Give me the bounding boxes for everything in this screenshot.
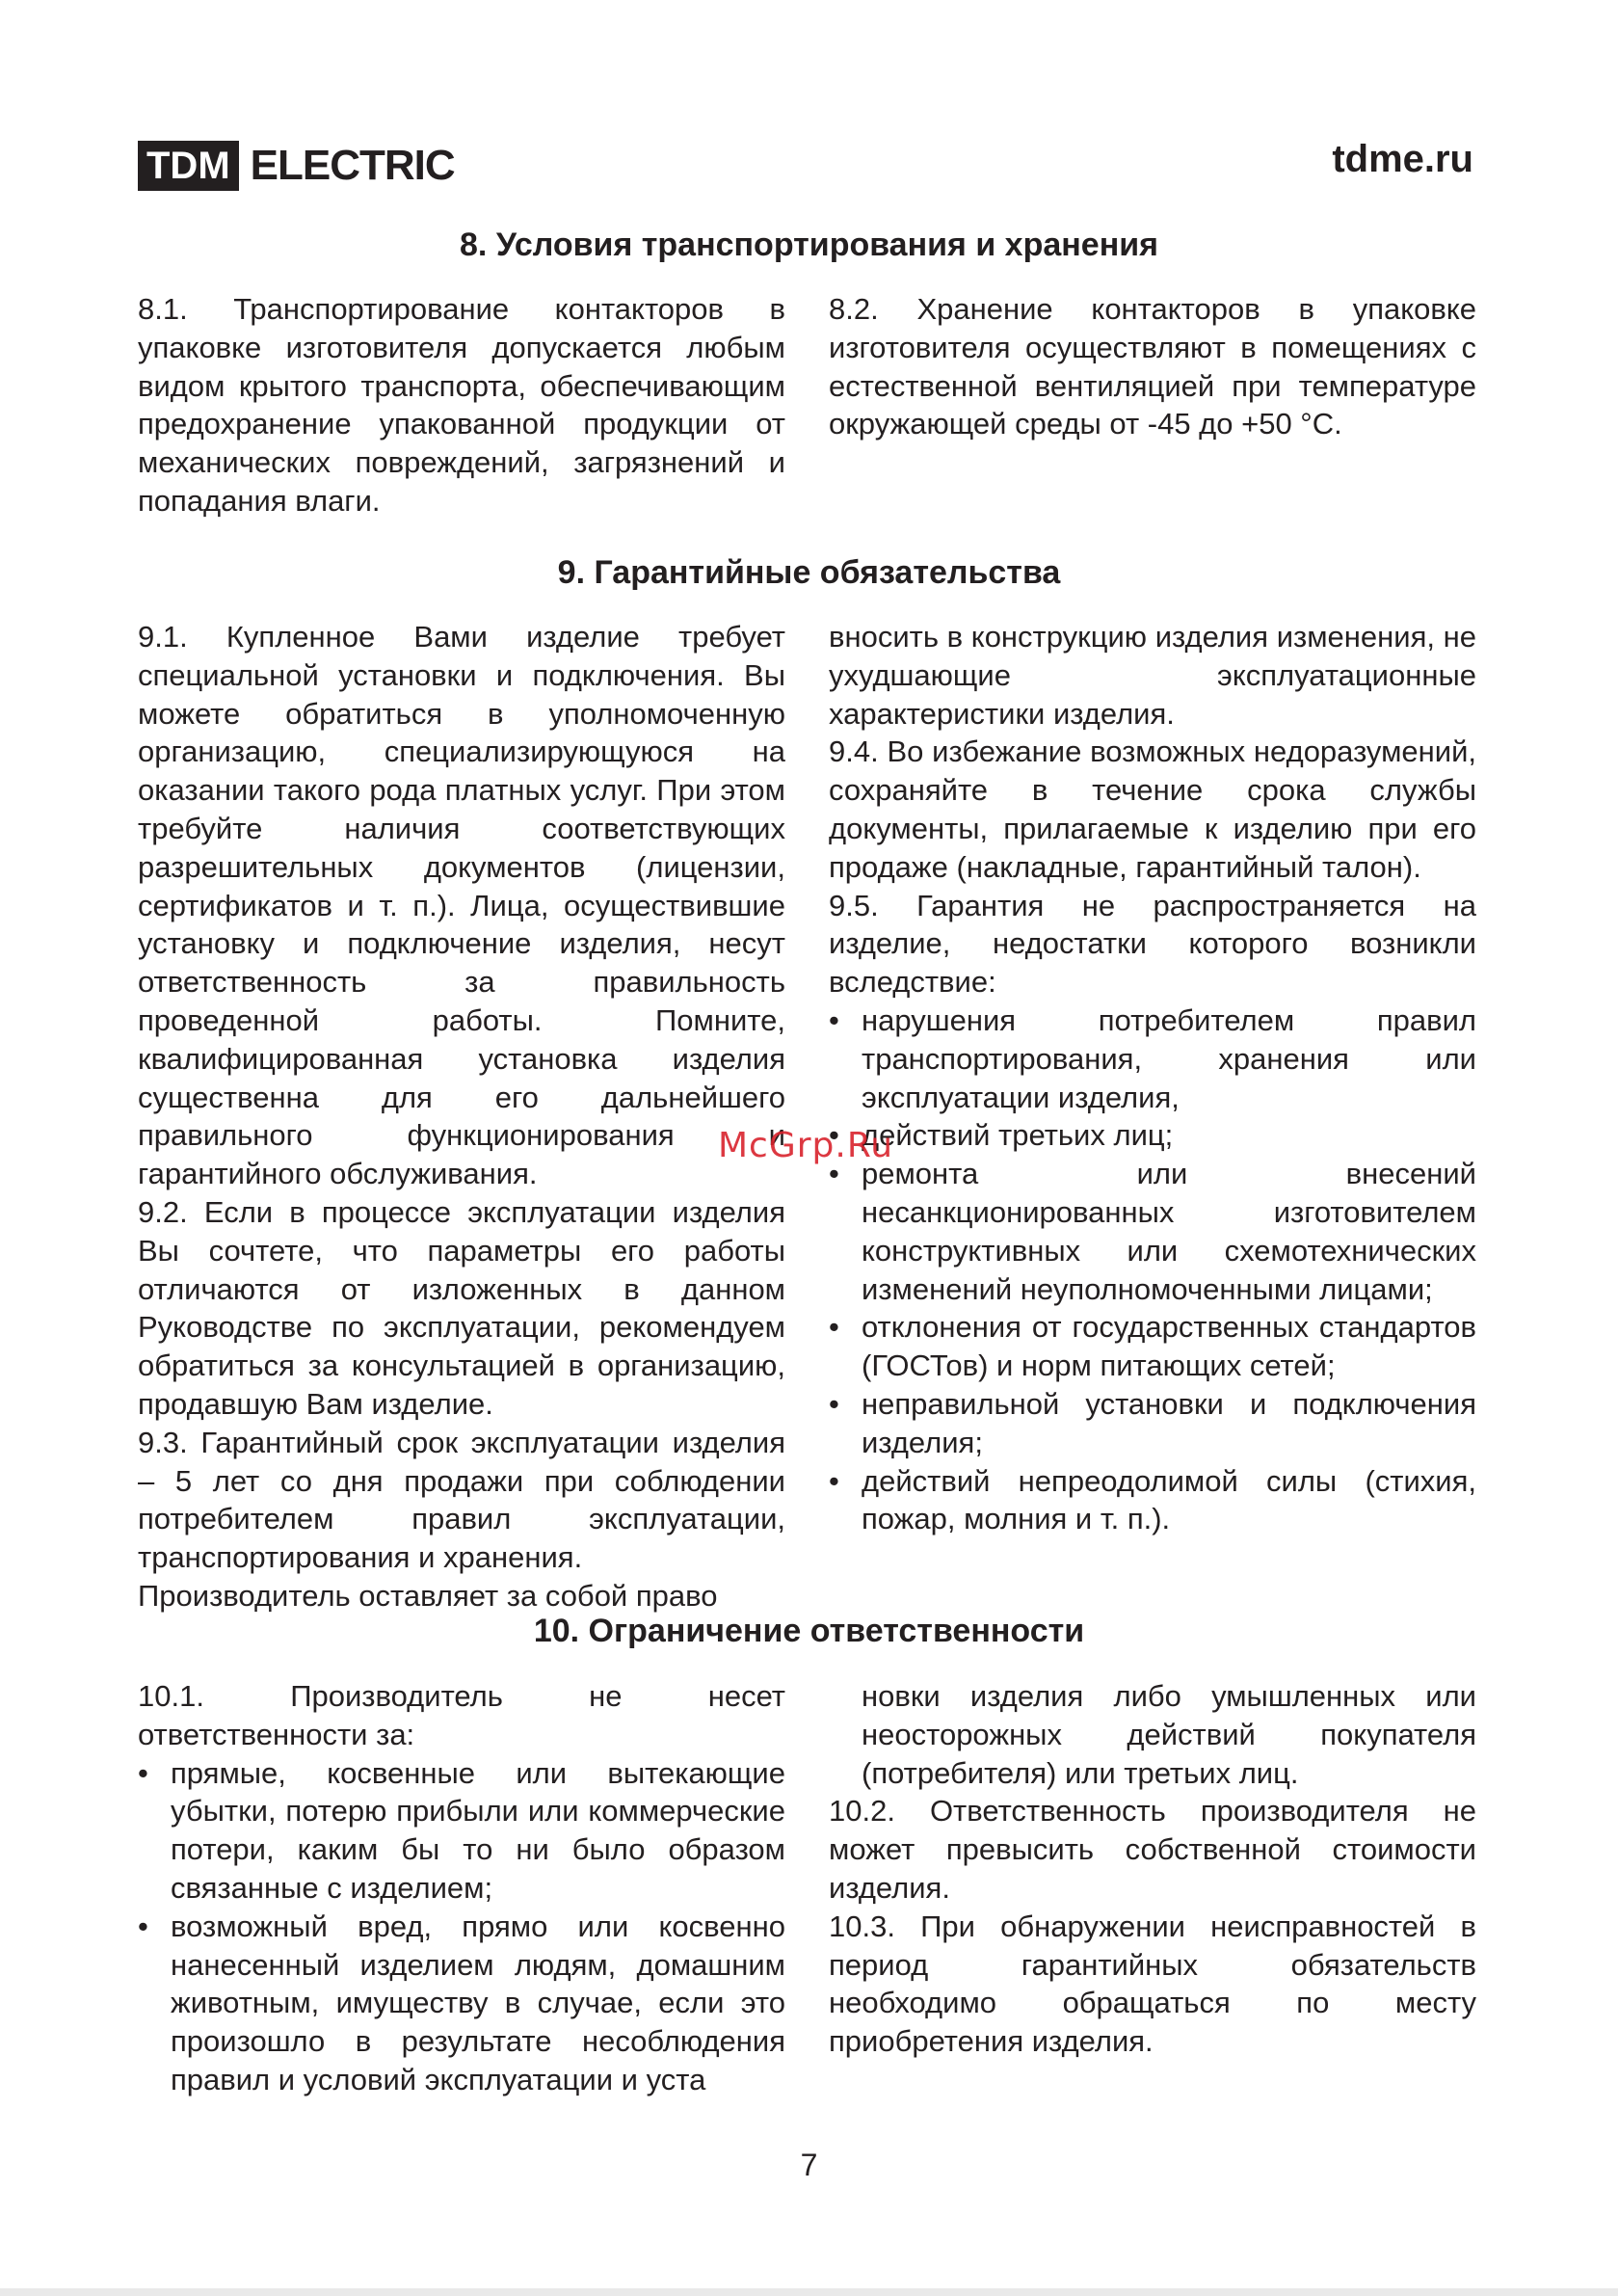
- section-8-title: 8. Условия транспортирования и хранения: [460, 227, 1158, 263]
- site-url: tdme.ru: [1332, 138, 1473, 180]
- list-item-continued: новки изделия либо умышленных или неосторожных действий покупателя (потребителя) или третьих лиц.: [862, 1679, 1476, 1790]
- list-item: • действий непреодолимой силы (стихия, пожар, молния и т. п.).: [829, 1462, 1476, 1539]
- section-10-title: 10. Ограничение ответственности: [533, 1613, 1085, 1649]
- list-item: • неправильной установки и подключения изделия;: [829, 1385, 1476, 1462]
- paragraph-8-2: 8.2. Хранение контакторов в упаковке изготовителя осуществляют в помещениях с естественной вентиляцией при температуре окружающей среды от -45 до +50 °С.: [829, 292, 1476, 441]
- section-10-right-column: [829, 1677, 1476, 2061]
- watermark: McGrp.Ru: [718, 1126, 894, 1165]
- list-item: • возможный вред, прямо или косвенно нанесенный изделием людям, домашним животным, имуществу в случае, если это произошло в результате несоблюдения правил и условий эксплуатации и уста: [138, 1908, 785, 2099]
- section-8-left-column: [138, 290, 785, 521]
- logo-word: ELECTRIC: [250, 142, 455, 189]
- paragraph-9-3: 9.3. Гарантийный срок эксплуатации изделия – 5 лет со дня продажи при соблюдении потребителем правил эксплуатации, транспортирования и хранения.: [138, 1425, 785, 1575]
- logo-box: TDM: [138, 141, 239, 191]
- tdm-electric-logo: [138, 141, 455, 191]
- paragraph-9-3-continued: Производитель оставляет за собой право: [138, 1578, 718, 1613]
- list-item: • ремонта или внесений несанкционированных изготовителем конструктивных или схемотехнических изменений неуполномоченными лицами;: [829, 1155, 1476, 1308]
- paragraph-10-1: 10.1. Производитель не несет ответственности за:: [138, 1679, 785, 1751]
- paragraph-9-3-tail: вносить в конструкцию изделия изменения, не ухудшающие эксплуатационные характеристики изделия.: [829, 620, 1476, 731]
- list-item: • нарушения потребителем правил транспортирования, хранения или эксплуатации изделия,: [829, 1001, 1476, 1116]
- paragraph-9-4: 9.4. Во избежание возможных недоразумений, сохраняйте в течение срока службы документы, прилагаемые к изделию при его продаже (накладные, гарантийный талон).: [829, 734, 1476, 884]
- section-9-right-column: [829, 618, 1476, 1538]
- paragraph-9-2: 9.2. Если в процессе эксплуатации изделия Вы сочтете, что параметры его работы отличаются от изложенных в данном Руководстве по эксплуатации, рекомендуем обратиться за консультацией в организацию, продавшую Вам изделие.: [138, 1194, 785, 1421]
- list-item: • прямые, косвенные или вытекающие убытки, потерю прибыли или коммерческие потери, каким бы то ни было образом связанные с изделием;: [138, 1754, 785, 1908]
- paragraph-10-2: 10.2. Ответственность производителя не может превысить собственной стоимости изделия.: [829, 1794, 1476, 1905]
- paragraph-10-3: 10.3. При обнаружении неисправностей в период гарантийных обязательств необходимо обращаться по месту приобретения изделия.: [829, 1909, 1476, 2059]
- bottom-divider: [0, 2288, 1618, 2296]
- section-9-left-column: [138, 618, 785, 1615]
- section-8-right-column: [829, 290, 1476, 443]
- page-number: 7: [800, 2148, 818, 2182]
- list-item: • действий третьих лиц;: [829, 1116, 1476, 1155]
- paragraph-9-5: 9.5. Гарантия не распространяется на изделие, недостатки которого возникли вследствие:: [829, 888, 1476, 1000]
- paragraph-8-1: 8.1. Транспортирование контакторов в упаковке изготовителя допускается любым видом крытого транспорта, обеспечивающим предохранение упакованной продукции от механических повреждений, загрязнений и попадания влаги.: [138, 292, 785, 518]
- section-9-title: 9. Гарантийные обязательства: [557, 554, 1061, 591]
- paragraph-9-1: 9.1. Купленное Вами изделие требует специальной установки и подключения. Вы можете обратиться в уполномоченную организацию, специализирующуюся на оказании такого рода платных услуг. При этом требуйте наличия соответствующих разрешительных документов (лицензии, сертификатов и т. п.). Лица, осуществившие установку и подключение изделия, несут ответственность за правильность проведенной работы. Помните, квалифицированная установка изделия существенна для его дальнейшего правильного функционирования и гарантийного обслуживания.: [138, 620, 785, 1191]
- section-10-left-column: [138, 1677, 785, 2099]
- list-item: • отклонения от государственных стандартов (ГОСТов) и норм питающих сетей;: [829, 1308, 1476, 1385]
